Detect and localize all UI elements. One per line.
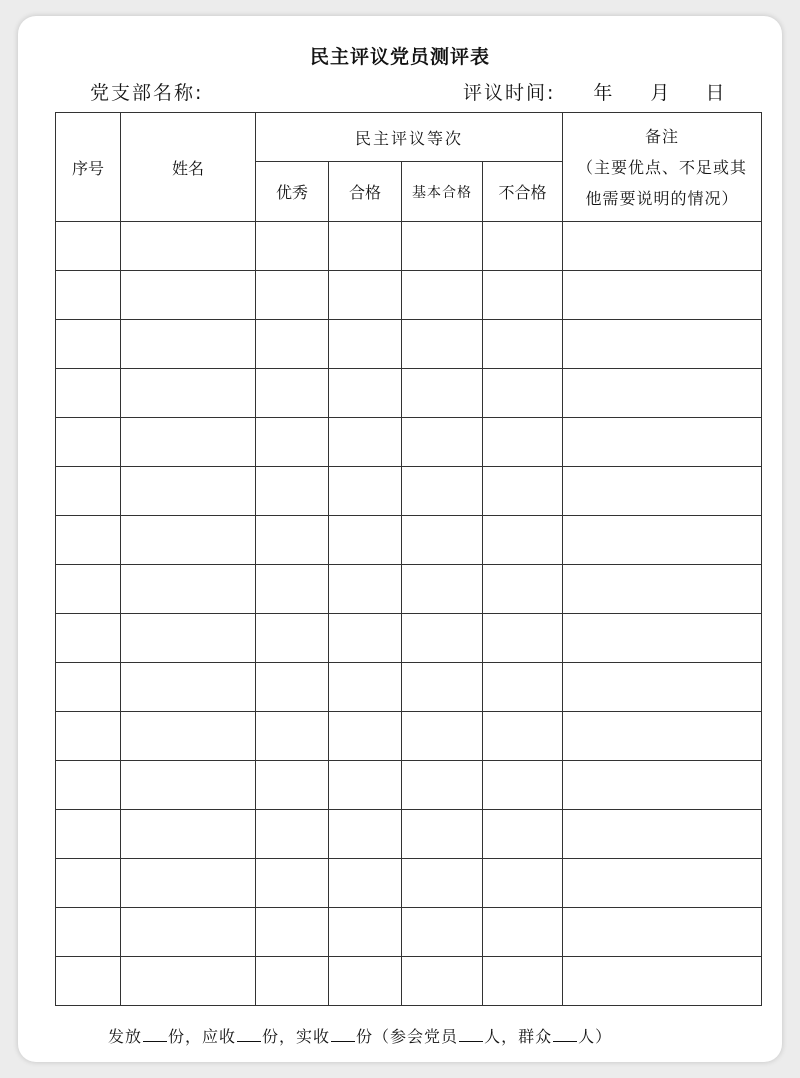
table-row <box>56 712 762 761</box>
table-cell[interactable] <box>563 467 762 516</box>
table-cell[interactable] <box>56 908 121 957</box>
table-cell[interactable] <box>121 663 256 712</box>
table-row <box>56 320 762 369</box>
table-cell[interactable] <box>483 957 563 1006</box>
table-cell[interactable] <box>121 418 256 467</box>
header-name: 姓名 <box>121 113 256 222</box>
branch-name-label: 党支部名称: <box>90 82 204 104</box>
table-cell[interactable] <box>402 516 483 565</box>
grade-qualified: 合格 <box>329 162 402 222</box>
table-cell[interactable] <box>329 614 402 663</box>
distribution-summary <box>108 1024 612 1047</box>
table-cell[interactable] <box>56 663 121 712</box>
table-cell[interactable] <box>329 663 402 712</box>
table-cell[interactable] <box>329 908 402 957</box>
table-cell[interactable] <box>256 908 329 957</box>
blank-due[interactable] <box>237 1027 261 1042</box>
table-row <box>56 369 762 418</box>
table-row <box>56 859 762 908</box>
table-row <box>56 614 762 663</box>
footer-text-issued: 发放 <box>108 1027 143 1046</box>
table-cell[interactable] <box>483 271 563 320</box>
table-cell[interactable] <box>563 565 762 614</box>
table-cell[interactable] <box>563 222 762 271</box>
table-cell[interactable] <box>256 859 329 908</box>
table-cell[interactable] <box>56 320 121 369</box>
table-cell[interactable] <box>121 908 256 957</box>
remark-note-line1: （主要优点、不足或其 <box>576 157 747 177</box>
table-cell[interactable] <box>402 810 483 859</box>
table-cell[interactable] <box>402 271 483 320</box>
table-cell[interactable] <box>483 810 563 859</box>
table-cell[interactable] <box>483 418 563 467</box>
year-label: 年 <box>593 82 615 104</box>
table-cell[interactable] <box>483 712 563 761</box>
table-cell[interactable] <box>563 712 762 761</box>
table-cell[interactable] <box>121 320 256 369</box>
table-cell[interactable] <box>563 957 762 1006</box>
table-cell[interactable] <box>256 467 329 516</box>
footer-text-members: 份（参会党员 <box>356 1027 459 1046</box>
table-cell[interactable] <box>256 957 329 1006</box>
remark-title: 备注 <box>644 126 679 146</box>
table-cell[interactable] <box>256 565 329 614</box>
remark-note-line2: 他需要说明的情况） <box>585 188 739 208</box>
table-cell[interactable] <box>56 957 121 1006</box>
table-cell[interactable] <box>483 859 563 908</box>
table-cell[interactable] <box>256 418 329 467</box>
table-row <box>56 663 762 712</box>
table-cell[interactable] <box>402 320 483 369</box>
table-cell[interactable] <box>563 369 762 418</box>
table-cell[interactable] <box>56 467 121 516</box>
table-cell[interactable] <box>402 418 483 467</box>
table-cell[interactable] <box>56 614 121 663</box>
table-cell[interactable] <box>121 565 256 614</box>
table-cell[interactable] <box>56 222 121 271</box>
month-label: 月 <box>650 82 672 104</box>
form-title: 民主评议党员测评表 <box>309 46 490 68</box>
table-cell[interactable] <box>402 467 483 516</box>
table-cell[interactable] <box>256 663 329 712</box>
table-cell[interactable] <box>121 614 256 663</box>
table-body <box>56 222 762 1006</box>
table-cell[interactable] <box>563 810 762 859</box>
table-cell[interactable] <box>483 320 563 369</box>
footer-text-due: 份，应收 <box>168 1027 237 1046</box>
table-cell[interactable] <box>121 271 256 320</box>
table-cell[interactable] <box>402 369 483 418</box>
table-cell[interactable] <box>402 614 483 663</box>
table-cell[interactable] <box>121 712 256 761</box>
blank-members[interactable] <box>459 1027 483 1042</box>
table-cell[interactable] <box>483 467 563 516</box>
evaluation-date <box>463 78 726 105</box>
table-cell[interactable] <box>121 369 256 418</box>
blank-issued[interactable] <box>143 1027 167 1042</box>
table-row <box>56 418 762 467</box>
table-cell[interactable] <box>563 908 762 957</box>
table-cell[interactable] <box>402 957 483 1006</box>
table-cell[interactable] <box>56 810 121 859</box>
header-seq: 序号 <box>56 113 121 222</box>
evaluation-table <box>55 112 762 1006</box>
table-cell[interactable] <box>563 663 762 712</box>
table-cell[interactable] <box>563 271 762 320</box>
table-cell[interactable] <box>329 467 402 516</box>
table-cell[interactable] <box>56 712 121 761</box>
table-cell[interactable] <box>329 712 402 761</box>
footer-text-end: 人） <box>578 1027 613 1046</box>
table-cell[interactable] <box>402 859 483 908</box>
table-cell[interactable] <box>483 516 563 565</box>
table-cell[interactable] <box>256 369 329 418</box>
table-row <box>56 516 762 565</box>
table-cell[interactable] <box>483 565 563 614</box>
footer-text-received: 份，实收 <box>262 1027 331 1046</box>
table-cell[interactable] <box>256 810 329 859</box>
table-cell[interactable] <box>121 516 256 565</box>
table-cell[interactable] <box>56 859 121 908</box>
table-cell[interactable] <box>256 712 329 761</box>
table-cell[interactable] <box>402 565 483 614</box>
table-cell[interactable] <box>121 810 256 859</box>
table-cell[interactable] <box>256 320 329 369</box>
table-cell[interactable] <box>256 516 329 565</box>
table-row <box>56 271 762 320</box>
table-cell[interactable] <box>329 271 402 320</box>
table-cell[interactable] <box>329 859 402 908</box>
grade-unqualified: 不合格 <box>483 162 563 222</box>
table-cell[interactable] <box>483 663 563 712</box>
table-cell[interactable] <box>563 761 762 810</box>
table-cell[interactable] <box>563 320 762 369</box>
table-cell[interactable] <box>563 614 762 663</box>
table-cell[interactable] <box>329 418 402 467</box>
table-cell[interactable] <box>483 222 563 271</box>
table-row <box>56 467 762 516</box>
table-cell[interactable] <box>483 908 563 957</box>
table-cell[interactable] <box>563 516 762 565</box>
footer-text-public: 人，群众 <box>484 1027 553 1046</box>
table-cell[interactable] <box>329 810 402 859</box>
header-evaluation-grade: 民主评议等次 <box>256 113 563 162</box>
blank-public[interactable] <box>553 1027 577 1042</box>
table-cell[interactable] <box>329 565 402 614</box>
table-row <box>56 908 762 957</box>
table-cell[interactable] <box>402 761 483 810</box>
table-cell[interactable] <box>121 222 256 271</box>
blank-received[interactable] <box>331 1027 355 1042</box>
table-row <box>56 810 762 859</box>
table-cell[interactable] <box>121 761 256 810</box>
table-cell[interactable] <box>121 859 256 908</box>
table-cell[interactable] <box>402 908 483 957</box>
table-cell[interactable] <box>329 369 402 418</box>
table-cell[interactable] <box>56 565 121 614</box>
table-cell[interactable] <box>329 320 402 369</box>
table-cell[interactable] <box>56 369 121 418</box>
table-cell[interactable] <box>329 222 402 271</box>
form-sheet <box>18 16 782 1062</box>
table-cell[interactable] <box>402 222 483 271</box>
table-cell[interactable] <box>329 761 402 810</box>
table-cell[interactable] <box>56 516 121 565</box>
table-cell[interactable] <box>483 761 563 810</box>
table-cell[interactable] <box>56 761 121 810</box>
table-row <box>56 565 762 614</box>
day-label: 日 <box>705 82 727 104</box>
table-cell[interactable] <box>329 516 402 565</box>
table-cell[interactable] <box>563 859 762 908</box>
table-cell[interactable] <box>256 761 329 810</box>
table-cell[interactable] <box>56 271 121 320</box>
table-row <box>56 957 762 1006</box>
evaluation-time-label: 评议时间: <box>463 82 556 104</box>
table-cell[interactable] <box>563 418 762 467</box>
table-cell[interactable] <box>56 418 121 467</box>
grade-basically-qualified: 基本合格 <box>402 162 483 222</box>
table-cell[interactable] <box>329 957 402 1006</box>
table-cell[interactable] <box>256 614 329 663</box>
table-cell[interactable] <box>402 712 483 761</box>
header-remarks <box>563 113 762 222</box>
table-cell[interactable] <box>121 957 256 1006</box>
table-row <box>56 761 762 810</box>
table-cell[interactable] <box>256 271 329 320</box>
table-cell[interactable] <box>256 222 329 271</box>
table-cell[interactable] <box>483 614 563 663</box>
table-row <box>56 222 762 271</box>
table-cell[interactable] <box>402 663 483 712</box>
table-cell[interactable] <box>121 467 256 516</box>
grade-excellent: 优秀 <box>256 162 329 222</box>
table-cell[interactable] <box>483 369 563 418</box>
